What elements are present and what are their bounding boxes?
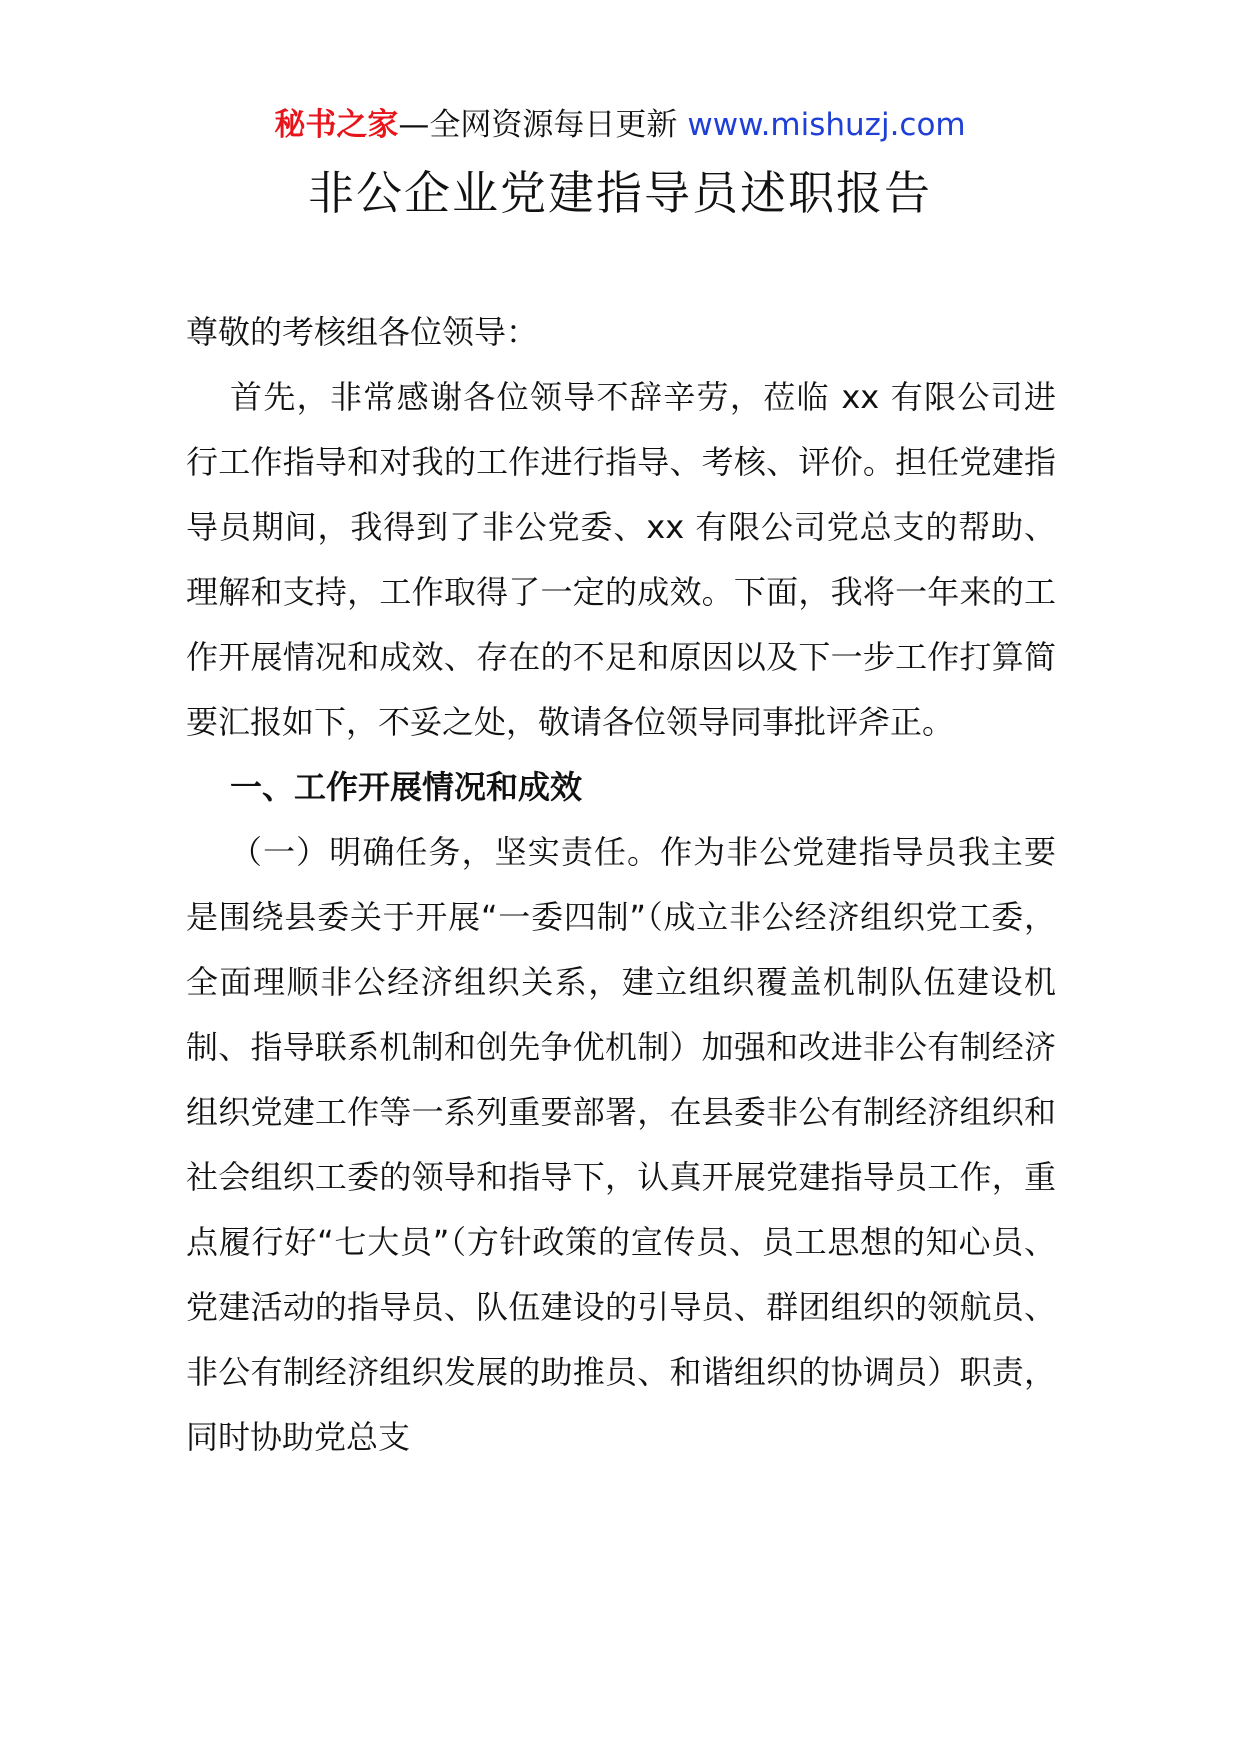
site-slogan: —全网资源每日更新: [398, 107, 678, 143]
document-title: 非公企业党建指导员述职报告: [308, 166, 932, 220]
site-header: [0, 103, 1240, 147]
intro-paragraph: 首先，非常感谢各位领导不辞辛劳，莅临 xx 有限公司进行工作指导和对我的工作进行指导、考核、评价。担任党建指导员期间，我得到了非公党委、xx 有限公司党总支的帮助、理解和支持，工作取得了一定的成效。下面，我将一年来的工作开展情况和成效、存在的不足和原因以及下一步工作打算简要汇报如下，不妥之处，敬请各位领导同事批评斧正。: [186, 378, 1056, 741]
salutation: 尊敬的考核组各位领导：: [186, 313, 539, 351]
section-heading: 一、工作开展情况和成效: [230, 768, 583, 806]
site-url-link[interactable]: www.mishuzj.com: [687, 107, 966, 143]
document-body: [186, 300, 1056, 1470]
section-paragraph: （一）明确任务，坚实责任。作为非公党建指导员我主要是围绕县委关于开展“一委四制”（成立非公经济组织党工委，全面理顺非公经济组织关系，建立组织覆盖机制队伍建设机制、指导联系机制和创先争优机制）加强和改进非公有制经济组织党建工作等一系列重要部署，在县委非公有制经济组织和社会组织工委的领导和指导下，认真开展党建指导员工作，重点履行好“七大员”（方针政策的宣传员、员工思想的知心员、党建活动的指导员、队伍建设的引导员、群团组织的领航员、非公有制经济组织发展的助推员、和谐组织的协调员）职责，同时协助党总支: [186, 833, 1056, 1456]
site-brand: 秘书之家: [274, 107, 399, 143]
